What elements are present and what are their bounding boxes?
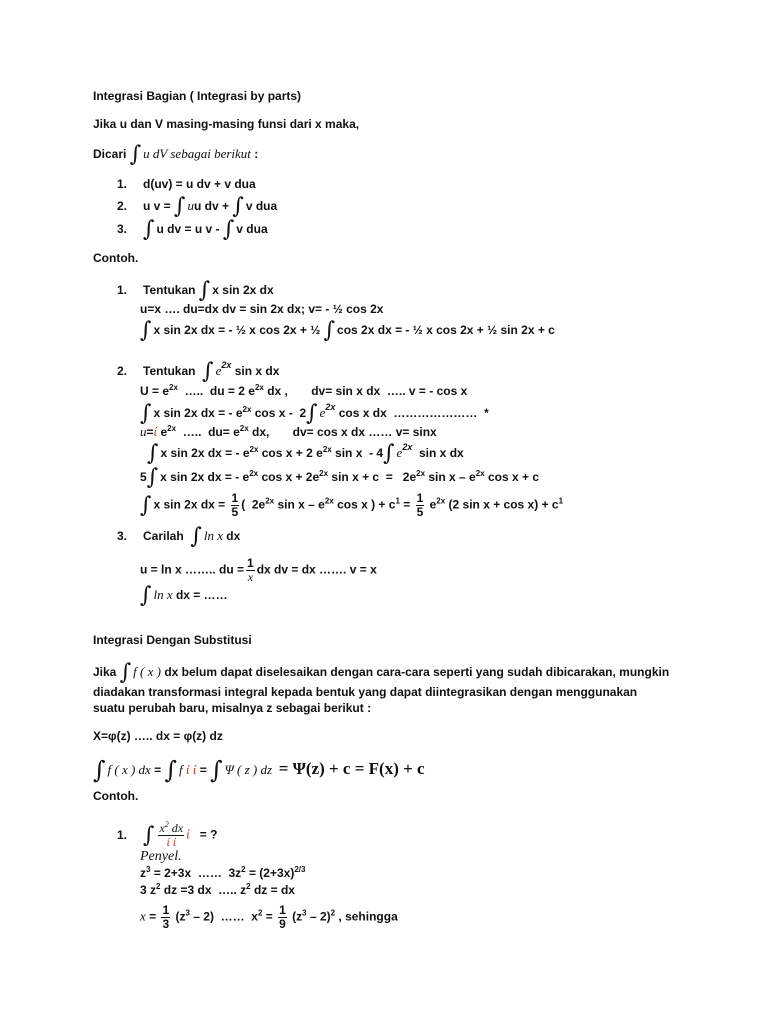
contoh-heading-2: Contoh.	[93, 789, 139, 803]
dicari-line: Dicari ∫ u dV sebagai berikut :	[93, 142, 259, 167]
ex2-line3: u=ί $e^{2x}$ ….. $du= e^{2x}$ dx, dv= cos x dx …… v= sinx	[140, 424, 437, 439]
ex2-line2: ∫ x sin 2x dx = - $e^{2x}$ cos x - 2∫ $e^{2x}$ cos x dx ………………… *	[140, 401, 489, 426]
section-title-substitusi: Integrasi Dengan Substitusi	[93, 633, 252, 647]
ex2-line5: 5∫ x sin 2x dx = - $e^{2x}$ $\cos x + 2e^{2x}$ $\sin x + c = 2e^{2x}$ sin x – $e^{2x}$ cos x + c	[140, 465, 540, 490]
sub-ex-line1: $z^3 = 2+3x$ …… $3z^2 = (2+3x)^{2/3}$	[140, 865, 306, 880]
ex2-line4: ∫ x sin 2x dx = - $e^{2x}$ cos x + 2 $e^{2x}$ sin x - 4∫ $e^{2x}$ sin x dx	[147, 441, 464, 466]
ex3-line2: ∫ ln x dx = ……	[140, 583, 228, 608]
page-title: Integrasi Bagian ( Integrasi by parts)	[93, 89, 302, 103]
rule-3: 3. ∫ u dv = u v - ∫ v dua	[117, 217, 268, 242]
sub-paragraph-2: diadakan transformasi integral kepada bentuk yang dapat diintegrasikan dengan menggunakan	[93, 685, 638, 699]
sub-paragraph-1: Jika ∫ f ( x ) dx belum dapat diselesaikan dengan cara-cara seperti yang sudah dibicarakan, mungkin	[93, 660, 670, 685]
sub-ex-line3: x = $\frac{1}{3}$ $(z^3 - 2)$ …… $x^2$ = $\frac{1}{9}$ $(z^3 - 2)^2$ , sehingga	[140, 903, 398, 931]
sub-ex-head: 1. ∫ $\frac{x^2 dx}{\text{ί ί}}$ ί = ?	[117, 820, 218, 849]
contoh-heading-1: Contoh.	[93, 251, 139, 265]
sub-x-definition: X=φ(z) ….. dx = φ(z) dz	[93, 729, 223, 743]
ex2-head: 2. Tentukan ∫ $e^{2x}$ sin x dx	[117, 359, 280, 384]
sub-formula: ∫ f ( x ) dx = ∫ f ί ί = ∫ Ψ ( z ) dz = Ψ(z) + c = F(x) + c	[93, 756, 425, 784]
ex3-head: 3. Carilah ∫ ln x dx	[117, 524, 241, 549]
ex1-step1: u=x …. du=dx dv = sin 2x dx; v= - ½ cos 2x	[140, 302, 384, 316]
ex1-step2: ∫ x sin 2x dx = - ½ x cos 2x + ½ ∫ cos 2x dx = - ½ x cos 2x + ½ sin 2x + c	[140, 318, 555, 343]
rule-1: 1. d(uv) = u dv + v dua	[117, 177, 256, 191]
sub-ex-penyel: Penyel.	[140, 849, 182, 864]
sub-ex-line2: 3 $z^2$ dz =3 dx ….. $z^2$ dz = dx	[140, 882, 295, 897]
ex1-head: 1. Tentukan ∫ x sin 2x dx	[117, 278, 274, 303]
intro-text: Jika u dan V masing-masing funsi dari x maka,	[93, 117, 360, 131]
sub-paragraph-3: suatu perubah baru, misalnya z sebagai berikut :	[93, 701, 372, 715]
rule-2: 2. u v = ∫ uu dv + ∫ v dua	[117, 194, 278, 219]
ex2-line6: ∫ x sin 2x dx = $\frac{1}{5}$ ( $2e^{2x}$ sin x – $e^{2x}$ cos x ) + $c^1$ = $\frac{1}{5}$ $e^{2x}$ (2 $\sin x + \cos x) + c^1$	[140, 491, 564, 519]
ex2-line1: $U = e^{2x}$ ….. du = 2 $e^{2x}$ dx , dv= sin x dx ….. v = - cos x	[140, 383, 468, 398]
ex3-line1: u = ln x …….. du = $\frac{1}{x}$ dx dv = dx ……. v = x	[140, 556, 377, 584]
